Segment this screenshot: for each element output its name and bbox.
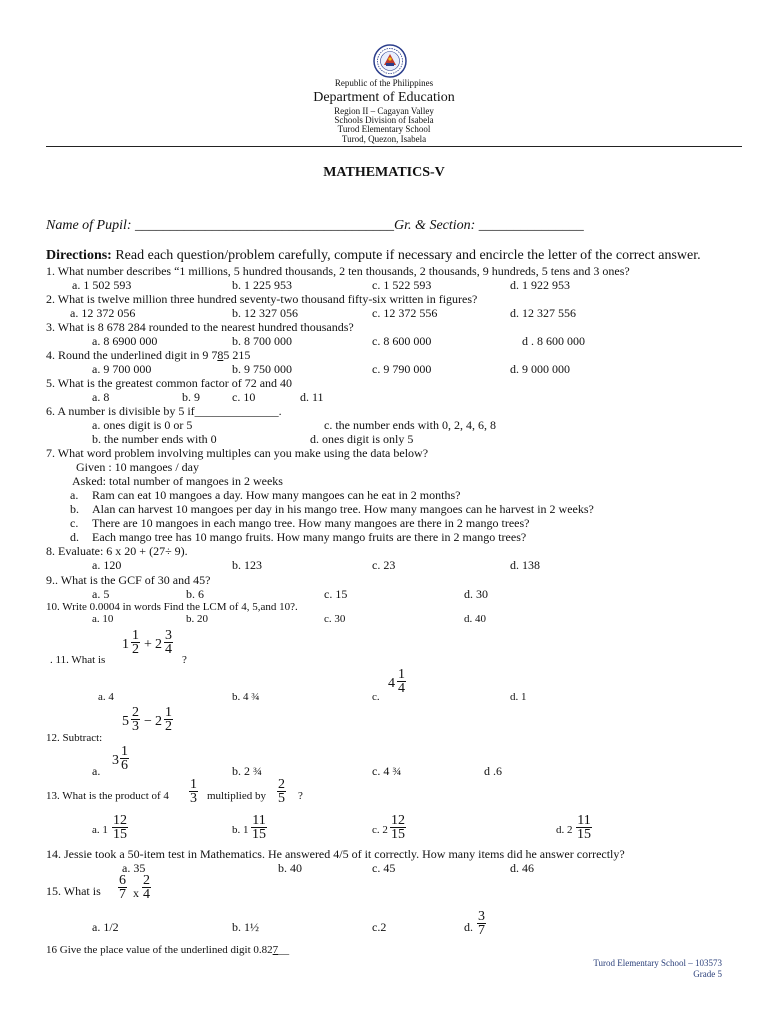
q11-fraction-2 <box>164 629 173 656</box>
q14-choice-a[interactable]: a. 35 <box>122 861 146 875</box>
q6-choice-c[interactable]: c. the number ends with 0, 2, 4, 6, 8 <box>324 418 496 432</box>
page-title: MATHEMATICS-V <box>323 165 445 180</box>
q11-whole-2: 2 <box>155 637 162 652</box>
q16-text: 16 Give the place value of the underlined digit 0.82 <box>46 944 273 956</box>
q1-choice-c[interactable]: c. 1 522 593 <box>372 278 432 292</box>
q13-fraction-2 <box>277 778 286 805</box>
question-11: . 11. What is <box>50 654 106 666</box>
q6-choice-a[interactable]: a. ones digit is 0 or 5 <box>92 418 193 432</box>
q12-minus: − <box>144 714 152 729</box>
q14-choice-c[interactable]: c. 45 <box>372 861 396 875</box>
q13-choice-b[interactable]: b. 1 <box>232 824 249 836</box>
q7-choice-b-letter[interactable]: b. <box>70 502 79 516</box>
q13-den-1: 3 <box>190 791 197 806</box>
q12-whole-1: 5 <box>122 714 129 729</box>
q12-fraction-1 <box>131 706 140 733</box>
deped-seal <box>373 44 407 78</box>
q12-choice-d[interactable]: d .6 <box>484 764 502 778</box>
q13-a-den: 15 <box>113 827 127 842</box>
q13-d-fraction <box>576 814 592 841</box>
q7-choice-d[interactable]: Each mango tree has 10 mango fruits. How many mango fruits are there in 2 mango trees? <box>92 530 527 544</box>
q9-choice-c[interactable]: c. 15 <box>324 587 348 601</box>
q11-c-num: 1 <box>398 667 405 682</box>
q7-choice-b[interactable]: Alan can harvest 10 mangoes per day in his mango tree. How many mangoes can he harvest in 2 weeks? <box>92 502 594 516</box>
q12-a-whole: 3 <box>112 753 119 768</box>
q13-den-2: 5 <box>278 791 285 806</box>
question-13: 13. What is the product of 4 <box>46 790 169 802</box>
q12-a-den: 6 <box>121 758 128 773</box>
q5-choice-d[interactable]: d. 11 <box>300 390 324 404</box>
address-line: Turod, Quezon, Isabela <box>341 134 427 144</box>
footer-grade: Grade 5 <box>693 969 722 979</box>
q9-choice-b[interactable]: b. 6 <box>186 587 204 601</box>
q11-choice-b[interactable]: b. 4 ¾ <box>232 691 260 703</box>
q5-choice-a[interactable]: a. 8 <box>92 390 110 404</box>
q6-choice-d[interactable]: d. ones digit is only 5 <box>310 432 414 446</box>
q1-choice-b[interactable]: b. 1 225 953 <box>232 278 292 292</box>
q11-den-2: 4 <box>165 642 172 657</box>
q14-choice-b[interactable]: b. 40 <box>278 861 302 875</box>
question-5: 5. What is the greatest common factor of 72 and 40 <box>46 376 293 390</box>
q11-whole-1: 1 <box>122 637 129 652</box>
q16-blank: __ <box>278 944 290 956</box>
question-10: 10. Write 0.0004 in words Find the LCM of 4, 5,and 10?. <box>46 601 298 613</box>
q10-choice-d[interactable]: d. 40 <box>464 613 486 625</box>
q7-choice-c-letter[interactable]: c. <box>70 516 79 530</box>
q5-choice-b[interactable]: b. 9 <box>182 390 200 404</box>
q12-num-2: 1 <box>165 705 172 720</box>
q8-choice-d[interactable]: d. 138 <box>510 558 540 572</box>
q9-choice-d[interactable]: d. 30 <box>464 587 488 601</box>
question-9: 9.. What is the GCF of 30 and 45? <box>46 573 211 587</box>
q15-fraction-1 <box>118 874 127 901</box>
q15-num-1: 6 <box>119 873 126 888</box>
q11-num-1: 1 <box>132 628 139 643</box>
q8-choice-a[interactable]: a. 120 <box>92 558 122 572</box>
q11-den-1: 2 <box>132 642 139 657</box>
q11-c-fraction <box>397 668 406 695</box>
q12-choice-c[interactable]: c. 4 ¾ <box>372 764 402 778</box>
q3-choice-d[interactable]: d . 8 600 000 <box>522 334 585 348</box>
name-line: Name of Pupil: _____________________________________Gr. & Section: _______________ <box>46 218 584 233</box>
q15-den-1: 7 <box>119 887 126 902</box>
q11-plus: + <box>144 637 152 652</box>
q10-choice-a[interactable]: a. 10 <box>92 613 114 625</box>
q4-underlined-digit: 8 <box>217 348 224 362</box>
department-title: Department of Education <box>313 90 455 105</box>
q11-choice-d[interactable]: d. 1 <box>510 691 527 703</box>
header-rule <box>46 146 742 147</box>
school-line: Turod Elementary School <box>337 124 431 134</box>
q13-d-num: 11 <box>577 813 591 828</box>
q3-choice-b[interactable]: b. 8 700 000 <box>232 334 292 348</box>
q12-whole-2: 2 <box>155 714 162 729</box>
q13-choice-c[interactable]: c. 2 <box>372 824 388 836</box>
q11-choice-a[interactable]: a. 4 <box>98 691 114 703</box>
q12-a-num: 1 <box>121 744 128 759</box>
q11-c-whole: 4 <box>388 676 395 691</box>
q16-underlined-digit: 7 <box>272 944 279 956</box>
q11-num-2: 3 <box>165 628 172 643</box>
region-line: Region II – Cagayan Valley <box>334 106 434 116</box>
question-4 <box>46 348 250 363</box>
q4-text-post: 5 215 <box>223 348 251 362</box>
question-3: 3. What is 8 678 284 rounded to the nearest hundred thousands? <box>46 320 354 334</box>
question-1: 1. What number describes “1 millions, 5 hundred thousands, 2 ten thousands, 2 thousands, 9 hundreds, 5 tens and 3 ones? <box>46 264 630 278</box>
q12-choice-b[interactable]: b. 2 ¾ <box>232 764 262 778</box>
question-14: 14. Jessie took a 50-item test in Mathematics. He answered 4/5 of it correctly. How many items did he answer correctly? <box>46 847 625 861</box>
q7-choice-a-letter[interactable]: a. <box>70 488 79 502</box>
q6-choice-b[interactable]: b. the number ends with 0 <box>92 432 217 446</box>
q15-times: x <box>133 886 139 900</box>
question-8: 8. Evaluate: 6 x 20 + (27÷ 9). <box>46 544 188 558</box>
q13-b-fraction <box>251 814 267 841</box>
q15-fraction-2 <box>142 874 151 901</box>
directions-text: Read each question/problem carefully, compute if necessary and encircle the letter of the correct answer. <box>111 248 701 263</box>
q4-choice-d[interactable]: d. 9 000 000 <box>510 362 570 376</box>
q13-c-fraction <box>390 814 406 841</box>
q12-den-1: 3 <box>132 719 139 734</box>
question-16 <box>46 944 289 956</box>
q15-choice-a[interactable]: a. 1/2 <box>92 920 119 934</box>
q13-c-num: 12 <box>391 813 405 828</box>
q13-num-2: 2 <box>278 777 285 792</box>
q7-choice-c[interactable]: There are 10 mangoes in each mango tree. How many mangoes are there in 2 mango trees? <box>92 516 530 530</box>
republic-line: Republic of the Philippines <box>334 78 434 88</box>
q13-c-den: 15 <box>391 827 405 842</box>
q13-b-den: 15 <box>252 827 266 842</box>
q15-choice-d[interactable]: d. <box>464 920 473 934</box>
q13-a-num: 12 <box>113 813 127 828</box>
q7-given: Given : 10 mangoes / day <box>76 460 199 474</box>
q12-choice-a[interactable]: a. <box>92 764 101 778</box>
q15-d-den: 7 <box>478 923 485 938</box>
q2-choice-b[interactable]: b. 12 327 056 <box>232 306 298 320</box>
q15-choice-c[interactable]: c.2 <box>372 920 387 934</box>
q2-choice-a[interactable]: a. 12 372 056 <box>70 306 136 320</box>
q1-choice-a[interactable]: a. 1 502 593 <box>72 278 132 292</box>
q2-choice-d[interactable]: d. 12 327 556 <box>510 306 576 320</box>
q10-choice-b[interactable]: b. 20 <box>186 613 208 625</box>
q12-fraction-2 <box>164 706 173 733</box>
q13-a-fraction <box>112 814 128 841</box>
question-12: 12. Subtract: <box>46 732 103 744</box>
q4-text-pre: 4. Round the underlined digit in 9 7 <box>46 348 218 362</box>
q15-d-num: 3 <box>478 909 485 924</box>
q1-choice-d[interactable]: d. 1 922 953 <box>510 278 570 292</box>
q13-d-den: 15 <box>577 827 591 842</box>
q15-choice-b[interactable]: b. 1½ <box>232 920 259 934</box>
q7-choice-a[interactable]: Ram can eat 10 mangoes a day. How many mangoes can he eat in 2 months? <box>92 488 461 502</box>
q13-choice-d[interactable]: d. 2 <box>556 824 573 836</box>
q11-choice-c[interactable]: c. <box>372 691 380 703</box>
question-6: 6. A number is divisible by 5 if______________. <box>46 404 282 418</box>
q2-choice-c[interactable]: c. 12 372 556 <box>372 306 438 320</box>
q15-num-2: 2 <box>143 873 150 888</box>
division-line: Schools Division of Isabela <box>334 115 434 125</box>
question-2: 2. What is twelve million three hundred seventy-two thousand fifty-six written in figures? <box>46 292 478 306</box>
directions-label: Directions: <box>46 248 112 263</box>
q13-num-1: 1 <box>190 777 197 792</box>
question-7: 7. What word problem involving multiples can you make using the data below? <box>46 446 429 460</box>
q3-choice-a[interactable]: a. 8 6900 000 <box>92 334 158 348</box>
q13-b-num: 11 <box>252 813 266 828</box>
q5-choice-c[interactable]: c. 10 <box>232 390 256 404</box>
q8-choice-c[interactable]: c. 23 <box>372 558 396 572</box>
q4-choice-c[interactable]: c. 9 790 000 <box>372 362 432 376</box>
q12-a-fraction <box>120 745 129 772</box>
question-15: 15. What is <box>46 884 101 898</box>
q3-choice-c[interactable]: c. 8 600 000 <box>372 334 432 348</box>
q7-choice-d-letter[interactable]: d. <box>70 530 79 544</box>
q4-choice-b[interactable]: b. 9 750 000 <box>232 362 292 376</box>
q8-choice-b[interactable]: b. 123 <box>232 558 262 572</box>
directions <box>46 248 701 264</box>
q13-fraction-1 <box>189 778 198 805</box>
q12-den-2: 2 <box>165 719 172 734</box>
q15-den-2: 4 <box>143 887 150 902</box>
footer-school: Turod Elementary School – 103573 <box>593 958 722 968</box>
q15-d-fraction <box>477 910 486 937</box>
q11-fraction-1 <box>131 629 140 656</box>
q12-num-1: 2 <box>132 705 139 720</box>
q14-choice-d[interactable]: d. 46 <box>510 861 534 875</box>
q13-question-mark: ? <box>298 790 303 802</box>
q13-choice-a[interactable]: a. 1 <box>92 824 108 836</box>
q9-choice-a[interactable]: a. 5 <box>92 587 110 601</box>
q13-multiplied-by: multiplied by <box>207 790 266 802</box>
q11-question-mark: ? <box>182 654 187 666</box>
q10-choice-c[interactable]: c. 30 <box>324 613 346 625</box>
q11-c-den: 4 <box>398 681 405 696</box>
q4-choice-a[interactable]: a. 9 700 000 <box>92 362 152 376</box>
q7-asked: Asked: total number of mangoes in 2 weeks <box>72 474 283 488</box>
